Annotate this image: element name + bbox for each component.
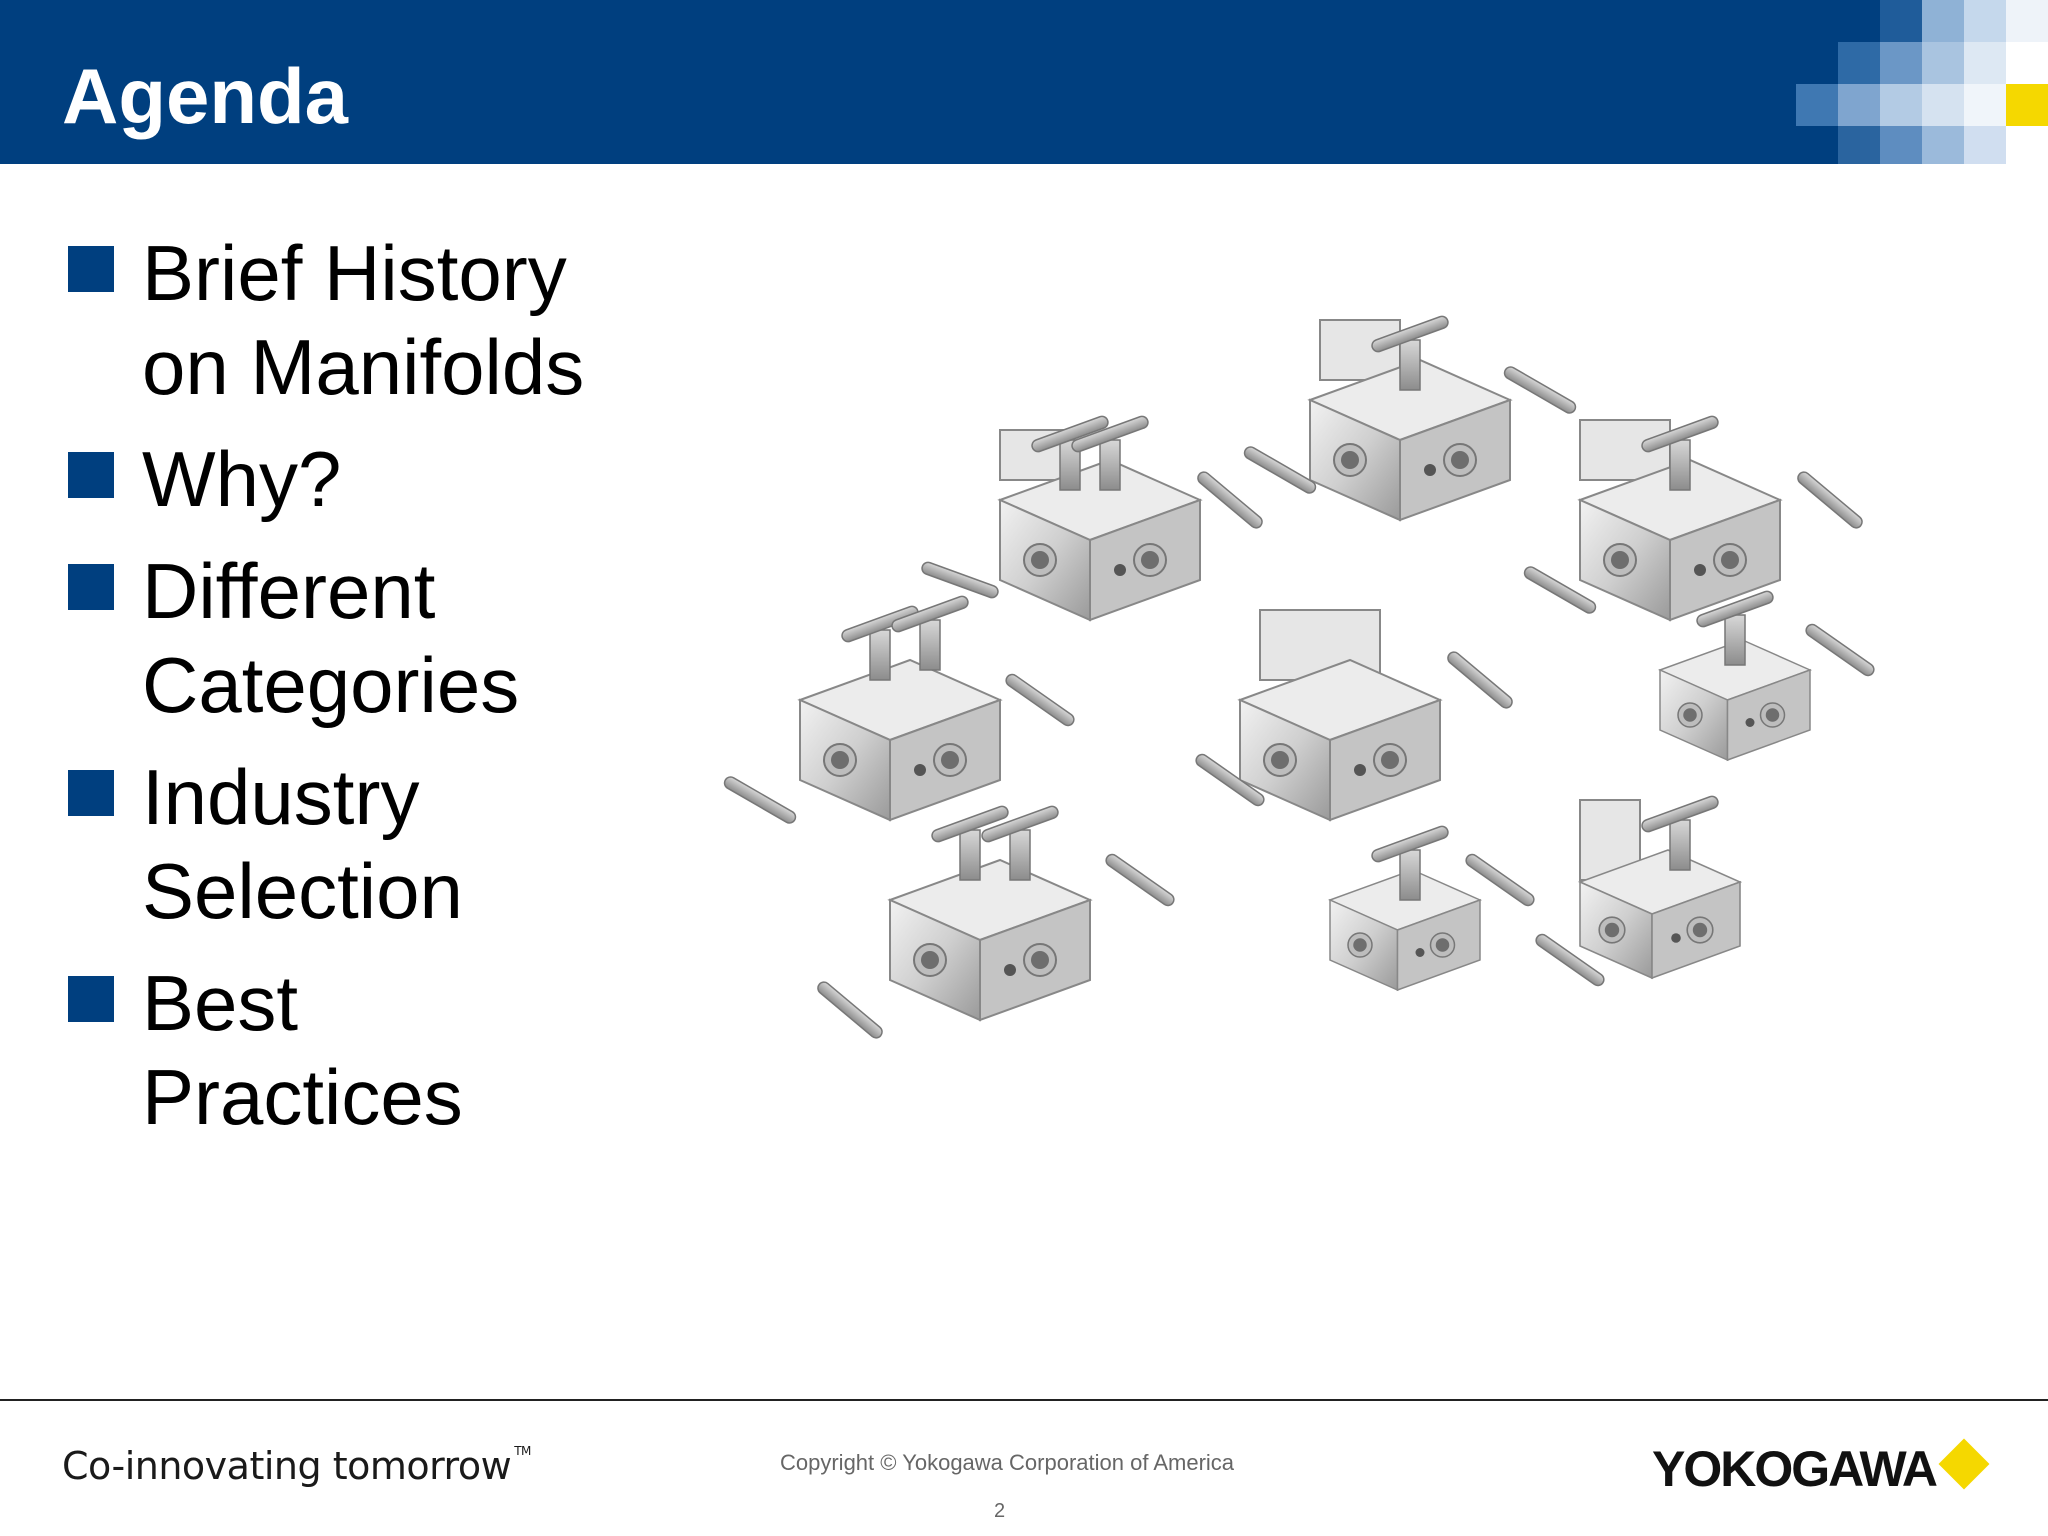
- yokogawa-diamond-icon: [1939, 1439, 1990, 1490]
- agenda-item: [68, 956, 668, 1144]
- page-number: 2: [994, 1500, 1006, 1522]
- agenda-item: [68, 750, 668, 938]
- bullet-square-icon: [68, 564, 114, 610]
- agenda-item-label: Industry Selection: [142, 753, 463, 935]
- tagline-text: Co-innovating tomorrow: [62, 1444, 512, 1488]
- agenda-item: [68, 432, 668, 526]
- bullet-square-icon: [68, 452, 114, 498]
- agenda-item-label: Brief History on Manifolds: [142, 229, 585, 411]
- manifold-valves-photo: [700, 280, 1900, 1150]
- agenda-item: [68, 226, 668, 414]
- yokogawa-logo: YOKOGAWA: [1652, 1441, 1937, 1497]
- agenda-item: [68, 544, 668, 732]
- footer-copyright: Copyright © Yokogawa Corporation of America: [780, 1450, 1235, 1475]
- footer-tagline: [62, 1444, 531, 1488]
- agenda-item-label: Different Categories: [142, 547, 520, 729]
- agenda-list: [68, 226, 668, 1162]
- agenda-item-label: Why?: [142, 435, 342, 523]
- slide-header: [0, 0, 2048, 164]
- slide-title: Agenda: [62, 52, 349, 140]
- bullet-square-icon: [68, 770, 114, 816]
- footer-divider: [0, 1399, 2048, 1401]
- bullet-square-icon: [68, 976, 114, 1022]
- agenda-item-label: Best Practices: [142, 959, 463, 1141]
- bullet-square-icon: [68, 246, 114, 292]
- trademark-mark: TM: [514, 1444, 531, 1458]
